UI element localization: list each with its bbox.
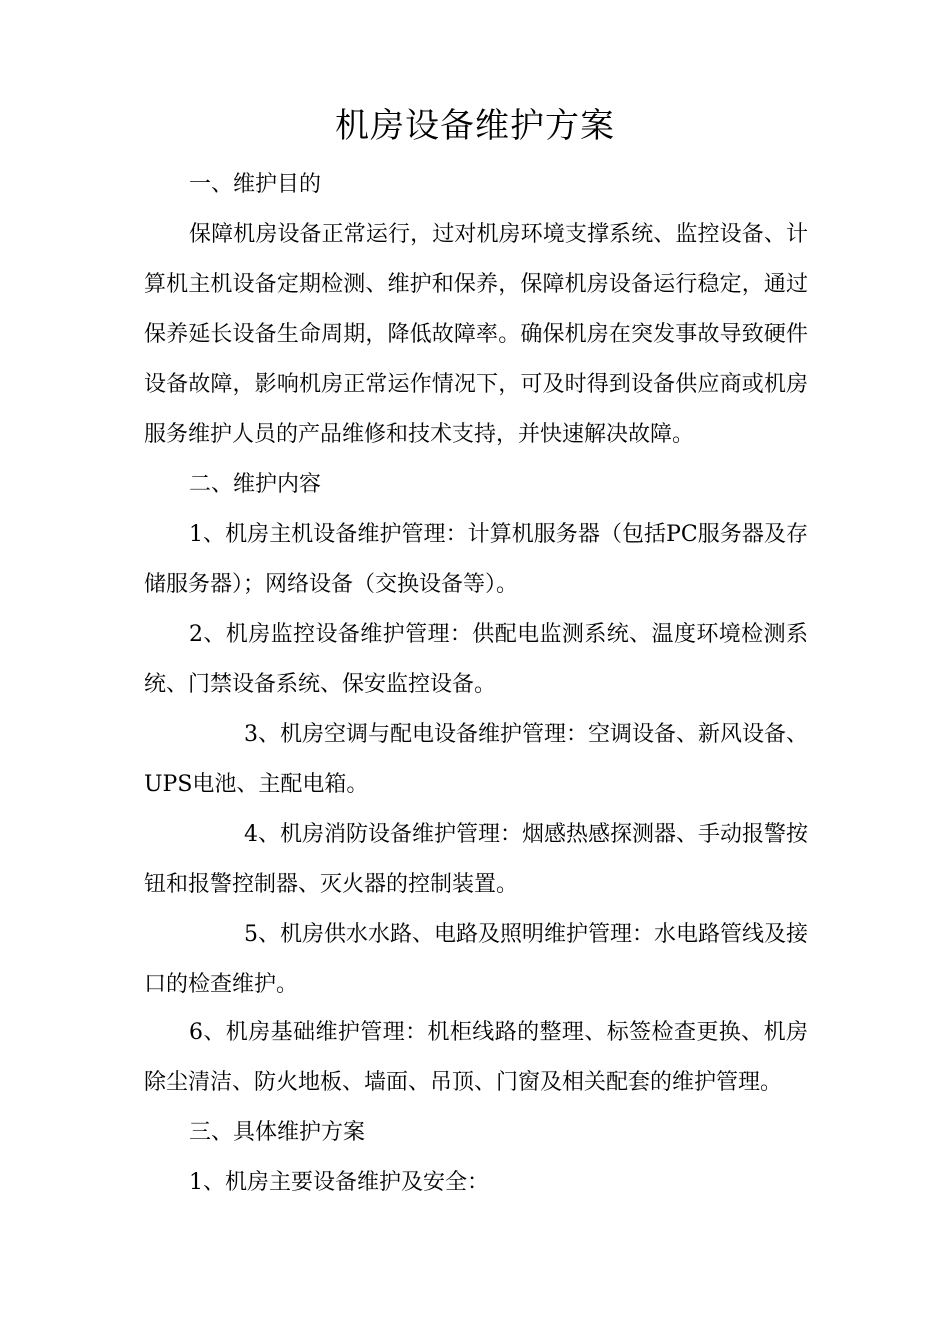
plan-item-1: 1、机房主要设备维护及安全： [189,1170,489,1195]
content-item-1: 1、机房主机设备维护管理：计算机服务器（包括PC服务器及存储服务器）；网络设备（交换设备等）。 [144,522,808,597]
content-item-3: 3、机房空调与配电设备维护管理：空调设备、新风设备、UPS电池、主配电箱。 [144,722,808,797]
section-heading-content: 二、维护内容 [189,472,322,497]
section-heading-plan: 三、具体维护方案 [189,1120,366,1145]
content-item-4: 4、机房消防设备维护管理：烟感热感探测器、手动报警按钮和报警控制器、灭火器的控制装置。 [144,822,808,897]
content-item-6: 6、机房基础维护管理：机柜线路的整理、标签检查更换、机房除尘清洁、防火地板、墙面、吊顶、门窗及相关配套的维护管理。 [144,1020,808,1095]
content-item-2: 2、机房监控设备维护管理：供配电监测系统、温度环境检测系统、门禁设备系统、保安监控设备。 [144,622,808,697]
section-heading-purpose: 一、维护目的 [189,172,322,197]
paragraph-purpose: 保障机房设备正常运行，过对机房环境支撑系统、监控设备、计算机主机设备定期检测、维护和保养，保障机房设备运行稳定，通过保养延长设备生命周期，降低故障率。确保机房在突发事故导致硬件设备故障，影响机房正常运作情况下，可及时得到设备供应商或机房服务维护人员的产品维修和技术支持，并快速解决故障。 [144,222,808,447]
content-item-5: 5、机房供水水路、电路及照明维护管理：水电路管线及接口的检查维护。 [144,922,808,997]
document-title: 机房设备维护方案 [335,106,615,146]
